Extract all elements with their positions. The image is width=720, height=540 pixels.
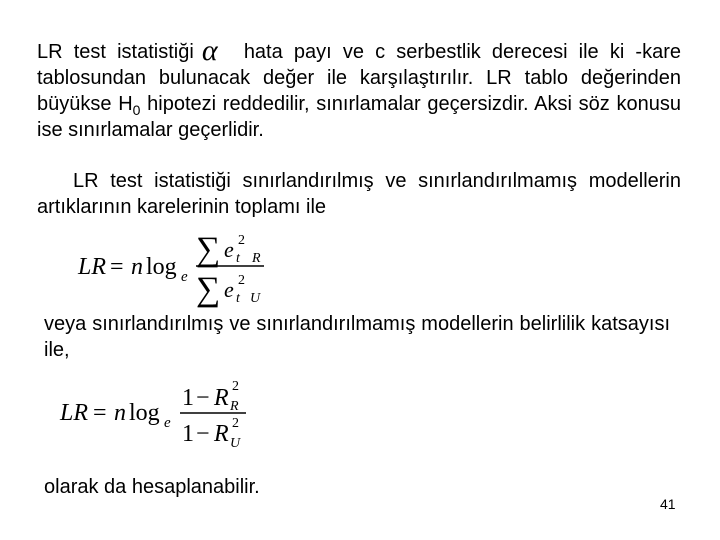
f1-lhs: LR [78,254,107,280]
para1-text-a: LR test istatistiği [37,41,194,63]
f1-num-t: t [236,251,240,266]
f1-den-sum: ∑ [196,271,221,308]
f2-den-minus: − [196,421,210,447]
f1-log-base: e [181,269,188,285]
f1-num-e: e [224,237,234,262]
paragraph-determination: veya sınırlandırılmış ve sınırlandırılmamış modellerin belirlilik katsayısı ile, [44,313,670,361]
f1-den-sub: U [250,291,261,306]
alpha-symbol: α [201,34,218,67]
f1-n: n [131,254,143,280]
f2-num-exp: 2 [232,379,239,394]
f2-log-base: e [164,415,171,431]
para1-text-b: hata payı ve c serbestlik derecesi ile ki -kare tablosundan bulunacak değer ile karşılaştırılır. LR tablo değerinden büyükse H [37,41,681,115]
f2-num-sub: R [230,399,239,414]
f2-log: log [129,400,160,426]
formula-determination-ratio [59,379,246,451]
f2-den-R: R [214,421,229,447]
f1-den-t: t [236,291,240,306]
h0-subscript: 0 [132,102,141,118]
paragraph-closing: olarak da hesaplanabilir. [44,476,260,498]
f2-den-exp: 2 [232,416,239,431]
f1-num-sub: R [252,251,261,266]
page-number: 41 [660,496,676,512]
f1-num-exp: 2 [238,233,245,248]
f2-den-one: 1 [182,421,194,447]
f2-num-R: R [214,385,229,411]
f2-num-one: 1 [182,385,194,411]
f1-den-exp: 2 [238,273,245,288]
f2-num-minus: − [196,385,210,411]
f1-den-e: e [224,277,234,302]
para1-text-c: hipotezi reddedilir, sınırlamalar geçersizdir. Aksi söz konusu ise sınırlamalar geçerlidir. [37,93,681,141]
f2-equals: = [93,400,107,426]
f2-lhs: LR [60,400,89,426]
f1-log: log [146,254,177,280]
f2-n: n [114,400,126,426]
paragraph-residual-sum: LR test istatistiği sınırlandırılmış ve sınırlandırılmamış modellerin artıklarının karelerinin toplamı ile [37,170,681,218]
f1-equals: = [110,254,124,280]
f2-den-sub: U [230,436,241,451]
f1-num-sum: ∑ [196,231,221,268]
formula-residual-ratio [77,231,264,308]
